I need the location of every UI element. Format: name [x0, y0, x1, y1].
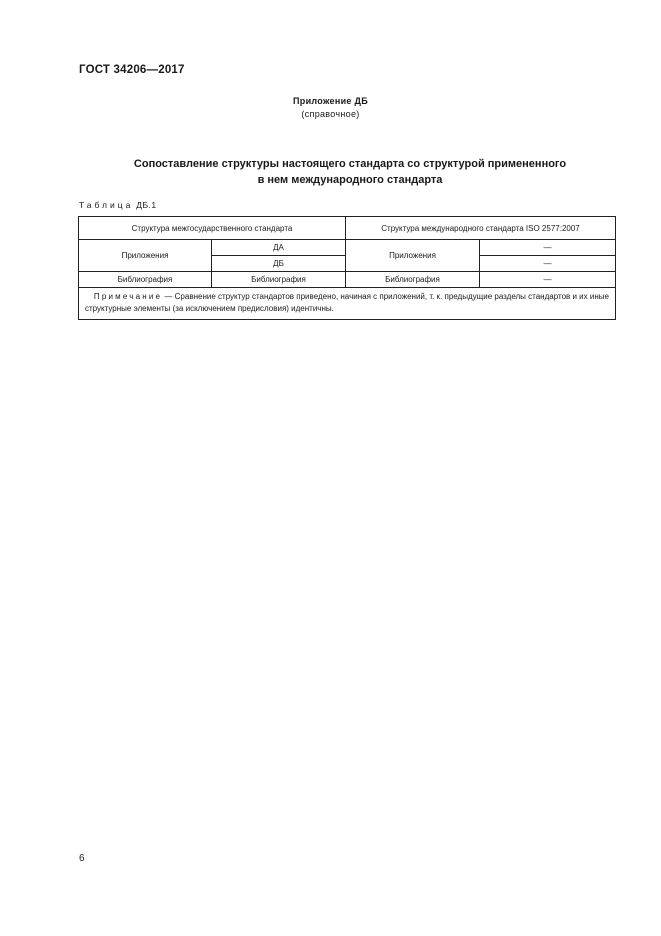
table-note — [79, 288, 616, 320]
table-row — [79, 272, 616, 288]
cell-annexes-left: Приложения — [79, 240, 212, 272]
cell-bibliography: Библиография — [346, 272, 480, 288]
page-number: 6 — [79, 853, 85, 864]
table-caption — [79, 200, 157, 210]
table-note-row — [79, 288, 616, 320]
table-row — [79, 240, 616, 256]
cell-bibliography: Библиография — [212, 272, 346, 288]
cell-dash: — — [480, 272, 616, 288]
annex-title: Приложение ДБ — [293, 96, 368, 106]
annex-subtitle: (справочное) — [301, 109, 360, 119]
section-title-line-2: в нем международного стандарта — [257, 174, 443, 186]
cell-dash: — — [480, 240, 616, 256]
cell-dash: — — [480, 256, 616, 272]
cell-annexes-right: Приложения — [346, 240, 480, 272]
header-interstate-structure: Структура межгосударственного стандарта — [79, 217, 346, 240]
cell-annex-db: ДБ — [212, 256, 346, 272]
section-title-line-1: Сопоставление структуры настоящего стандарта со структурой примененного — [133, 158, 567, 170]
note-text: — Сравнение структур стандартов приведено, начиная с приложений, т. к. предыдущие разделы стандартов и их иные структурные элементы (за исключением предисловия) идентичны. — [85, 292, 609, 313]
cell-bibliography: Библиография — [79, 272, 212, 288]
table-header-row — [79, 217, 616, 240]
cell-annex-da: ДА — [212, 240, 346, 256]
table-caption-word: Таблица — [79, 200, 134, 210]
header-international-structure: Структура международного стандарта ISO 2577:2007 — [346, 217, 616, 240]
comparison-table — [78, 216, 616, 320]
section-title — [60, 156, 640, 188]
table-caption-number: ДБ.1 — [136, 200, 157, 210]
note-label: Примечание — [93, 292, 163, 301]
document-code: ГОСТ 34206—2017 — [79, 64, 185, 76]
